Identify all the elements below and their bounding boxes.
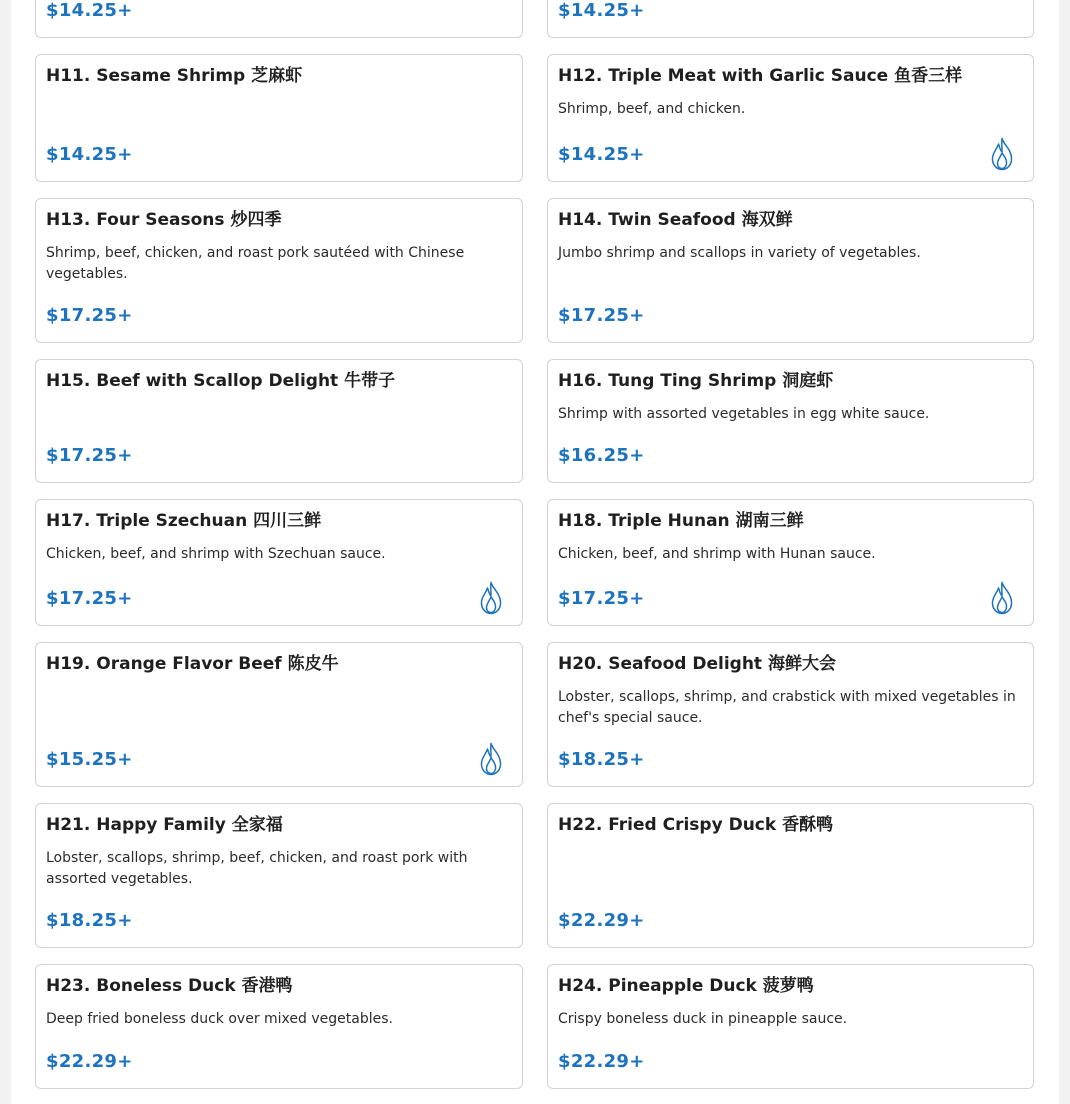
price-row (46, 300, 512, 330)
price-row (46, 583, 512, 613)
menu-grid (35, 0, 1034, 1089)
price-row (558, 300, 1023, 330)
item-title: H14. Twin Seafood 海双鲜 (558, 210, 793, 230)
price-row (558, 1046, 1023, 1076)
price-row (558, 0, 1023, 25)
item-title: H15. Beef with Scallop Delight 牛带子 (46, 371, 396, 391)
item-price: $14.25+ (46, 0, 133, 21)
price-row (558, 744, 1023, 774)
item-title: H24. Pineapple Duck 菠萝鸭 (558, 976, 814, 996)
item-price: $22.29+ (558, 1050, 645, 1072)
item-price: $18.25+ (558, 748, 645, 770)
item-title: H16. Tung Ting Shrimp 洞庭虾 (558, 371, 834, 391)
spicy-flame-icon (989, 581, 1015, 615)
item-title: H21. Happy Family 全家福 (46, 815, 283, 835)
price-row (46, 440, 512, 470)
price-row (46, 905, 512, 935)
item-description: Lobster, scallops, shrimp, beef, chicken, and roast pork with assorted vegetables. (46, 850, 468, 887)
menu-item-card[interactable] (35, 198, 523, 343)
spicy-flame-icon (478, 742, 504, 776)
menu-item-card[interactable] (35, 359, 523, 483)
item-price: $14.25+ (46, 143, 133, 165)
item-price: $17.25+ (558, 304, 645, 326)
item-price: $14.25+ (558, 143, 645, 165)
menu-item-card[interactable] (547, 54, 1034, 182)
price-row (558, 583, 1023, 613)
item-price: $16.25+ (558, 444, 645, 466)
price-row (46, 1046, 512, 1076)
menu-item-card[interactable] (547, 964, 1034, 1089)
menu-item-card[interactable] (547, 642, 1034, 787)
item-price: $22.29+ (46, 1050, 133, 1072)
menu-item-card[interactable] (35, 54, 523, 182)
price-row (558, 440, 1023, 470)
item-description: Shrimp with assorted vegetables in egg white sauce. (558, 406, 930, 422)
menu-item-card[interactable] (35, 803, 523, 948)
price-row (46, 0, 512, 25)
item-price: $14.25+ (558, 0, 645, 21)
item-description: Shrimp, beef, and chicken. (558, 101, 746, 117)
price-row (558, 139, 1023, 169)
item-price: $15.25+ (46, 748, 133, 770)
item-title: H20. Seafood Delight 海鲜大会 (558, 654, 836, 674)
menu-item-card[interactable] (35, 964, 523, 1089)
price-row (46, 139, 512, 169)
item-description: Chicken, beef, and shrimp with Hunan sauce. (558, 546, 876, 562)
item-description: Jumbo shrimp and scallops in variety of vegetables. (558, 245, 921, 261)
item-description: Crispy boneless duck in pineapple sauce. (558, 1011, 848, 1027)
item-title: H23. Boneless Duck 香港鸭 (46, 976, 293, 996)
price-row (558, 905, 1023, 935)
spicy-flame-icon (478, 581, 504, 615)
item-title: H17. Triple Szechuan 四川三鲜 (46, 511, 322, 531)
menu-page (11, 0, 1059, 1104)
item-title: H18. Triple Hunan 湖南三鲜 (558, 511, 804, 531)
item-description: Chicken, beef, and shrimp with Szechuan sauce. (46, 546, 386, 562)
menu-item-card[interactable] (35, 0, 523, 38)
menu-item-card[interactable] (35, 642, 523, 787)
item-description: Shrimp, beef, chicken, and roast pork sautéed with Chinese vegetables. (46, 245, 465, 282)
item-title: H13. Four Seasons 炒四季 (46, 210, 282, 230)
item-title: H19. Orange Flavor Beef 陈皮牛 (46, 654, 339, 674)
menu-item-card[interactable] (547, 499, 1034, 626)
menu-item-card[interactable] (35, 499, 523, 626)
spicy-flame-icon (989, 137, 1015, 171)
menu-item-card[interactable] (547, 803, 1034, 948)
item-title: H11. Sesame Shrimp 芝麻虾 (46, 66, 303, 86)
item-price: $17.25+ (46, 587, 133, 609)
menu-item-card[interactable] (547, 0, 1034, 38)
item-price: $17.25+ (46, 444, 133, 466)
menu-item-card[interactable] (547, 198, 1034, 343)
item-price: $17.25+ (46, 304, 133, 326)
price-row (46, 744, 512, 774)
item-price: $18.25+ (46, 909, 133, 931)
item-price: $17.25+ (558, 587, 645, 609)
item-title: H22. Fried Crispy Duck 香酥鸭 (558, 815, 834, 835)
item-price: $22.29+ (558, 909, 645, 931)
item-description: Lobster, scallops, shrimp, and crabstick with mixed vegetables in chef's special sauce. (558, 689, 1016, 726)
item-description: Deep fried boneless duck over mixed vegetables. (46, 1011, 393, 1027)
item-title: H12. Triple Meat with Garlic Sauce 鱼香三样 (558, 66, 963, 86)
menu-item-card[interactable] (547, 359, 1034, 483)
